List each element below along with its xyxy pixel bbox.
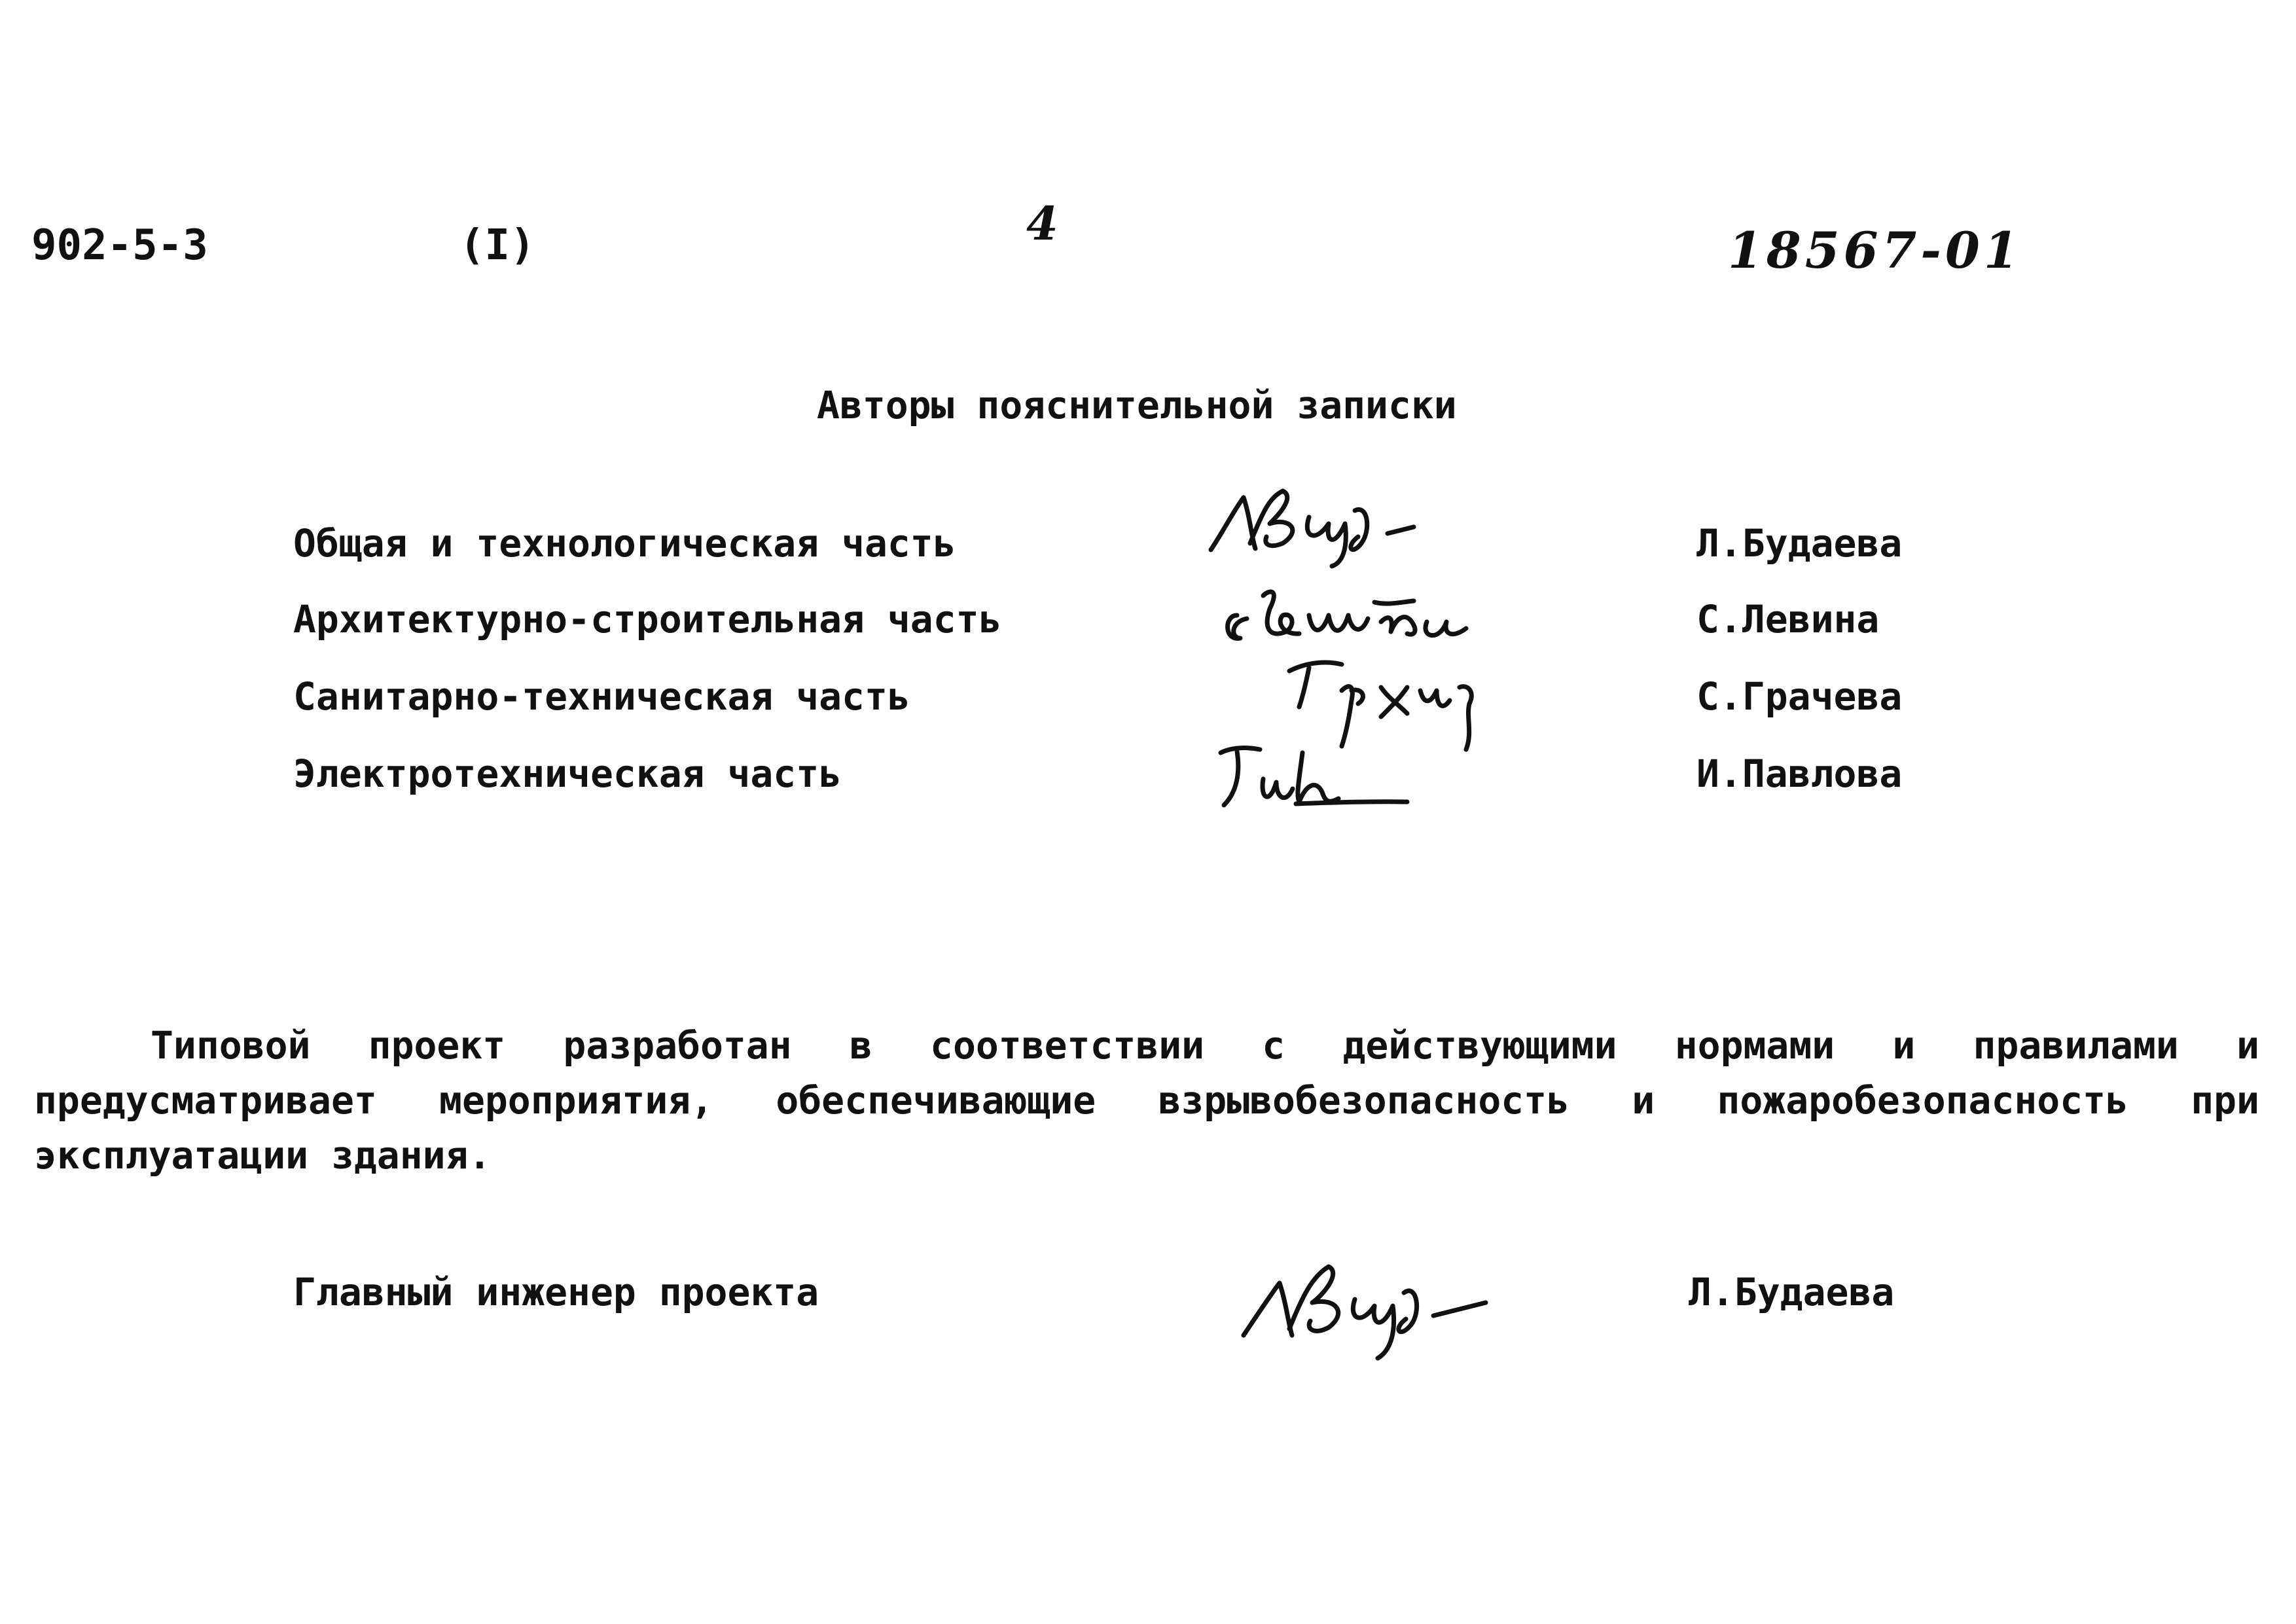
signature-chief-budaeva [1237,1237,1525,1368]
compliance-paragraph: Типовой проект разработан в соответствии с действующими нормами и правилами и предусматривает мероприятия, обеспечивающие взрывобезопасность и пожаробезопасность при эксплуатации здания. [34,1023,2259,1178]
chief-role-label: Главный инженер проекта [293,1270,819,1314]
inventory-number: 18567-01 [1728,221,2022,280]
document-code: 902-5-3 [31,221,208,270]
author-name: С.Грачева [1696,674,1903,719]
author-section-label: Архитектурно-строительная часть [293,597,1002,641]
signature-pavlova [1211,733,1420,812]
authors-title: Авторы пояснительной записки [817,383,1457,427]
signature-budaeva [1204,471,1453,569]
volume-number: (I) [459,221,535,270]
author-section-label: Электротехническая часть [293,751,842,796]
signature-levina [1217,576,1492,655]
author-name: С.Левина [1696,597,1880,641]
author-section-label: Общая и технологическая часть [293,521,956,566]
author-name: Л.Будаева [1696,521,1903,566]
chief-name: Л.Будаева [1689,1270,1895,1314]
author-name: И.Павлова [1696,751,1903,796]
author-section-label: Санитарно-техническая часть [293,674,910,719]
page-number: 4 [1026,196,1058,251]
